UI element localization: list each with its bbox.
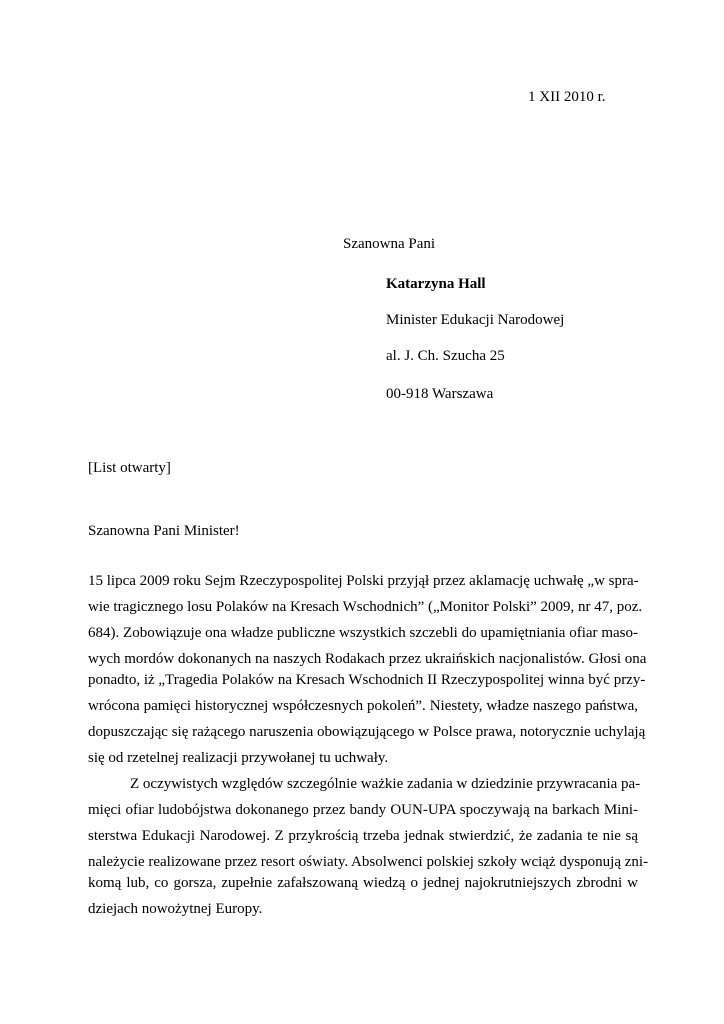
recipient-street: al. J. Ch. Szucha 25 [386, 348, 505, 364]
paragraph-1-line: 684). Zobowiązuje ona władze publiczne wszystkich szczebli do upamiętniania ofiar maso- [88, 625, 638, 641]
paragraph-2-line: Z oczywistych względów szczególnie ważkie zadania w dziedzinie przywracania pa- [130, 776, 641, 792]
paragraph-1-line: wie tragicznego losu Polaków na Kresach Wschodnich” („Monitor Polski” 2009, nr 47, poz. [88, 599, 643, 615]
paragraph-1-line: się od rzetelnej realizacji przywołanej tu uchwały. [88, 750, 389, 766]
paragraph-1-line: 15 lipca 2009 roku Sejm Rzeczypospolitej Polski przyjął przez aklamację uchwałę „w spra- [88, 573, 639, 589]
paragraph-1-line: ponadto, iż „Tragedia Polaków na Kresach Wschodnich II Rzeczypospolitej winna być przy- [88, 672, 646, 688]
letter-type: [List otwarty] [88, 460, 171, 476]
paragraph-1-line: wych mordów dokonanych na naszych Rodakach przez ukraińskich nacjonalistów. Głosi ona [88, 651, 647, 667]
recipient-title: Minister Edukacji Narodowej [386, 312, 565, 328]
recipient-city: 00-918 Warszawa [386, 386, 494, 402]
paragraph-2-line: komą lub, co gorsza, zupełnie zafałszowaną wiedzą o jednej najokrutniejszych zbrodni w [88, 875, 638, 891]
paragraph-2-line: dziejach nowożytnej Europy. [88, 901, 263, 917]
paragraph-1-line: wrócona pamięci historycznej współczesnych pokoleń”. Niestety, władze naszego państwa, [88, 698, 638, 714]
recipient-name: Katarzyna Hall [386, 276, 486, 292]
paragraph-2-line: należycie realizowane przez resort oświaty. Absolwenci polskiej szkoły wciąż dysponują zni- [88, 854, 649, 870]
recipient-salutation: Szanowna Pani [343, 236, 436, 252]
letter-date: 1 XII 2010 r. [528, 89, 606, 105]
paragraph-2-line: mięci ofiar ludobójstwa dokonanego przez bandy OUN-UPA spoczywają na barkach Mini- [88, 802, 638, 818]
letter-greeting: Szanowna Pani Minister! [88, 523, 240, 539]
paragraph-2-line: sterstwa Edukacji Narodowej. Z przykrością trzeba jednak stwierdzić, że zadania te nie są [88, 828, 638, 844]
paragraph-1-line: dopuszczając się rażącego naruszenia obowiązującego w Polsce prawa, notorycznie uchylają [88, 724, 646, 740]
